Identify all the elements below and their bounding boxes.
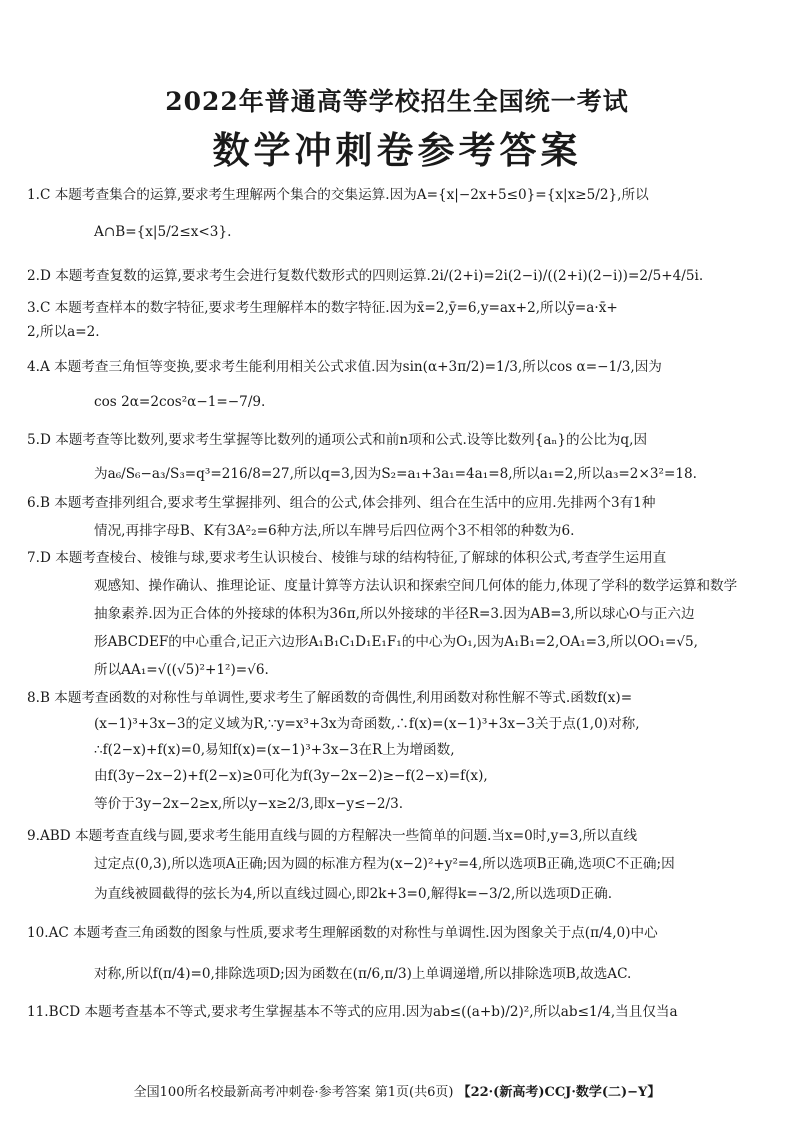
answer-line: 9.ABD 本题考查直线与圆,要求考生能用直线与圆的方程解决一些简单的问题.当x=0时,y=3,所以直线	[27, 828, 638, 844]
answer-line: 由f(3y−2x−2)+f(2−x)≥0可化为f(3y−2x−2)≥−f(2−x)=f(x),	[94, 768, 488, 784]
footer-source: 全国100所名校最新高考冲刺卷·参考答案 第1页(共6页)	[133, 1085, 454, 1100]
answer-line: 对称,所以f(π/4)=0,排除选项D;因为函数在(π/6,π/3)上单调递增,所以排除选项B,故选AC.	[94, 966, 632, 982]
answer-line: 4.A 本题考查三角恒等变换,要求考生能利用相关公式求值.因为sin(α+3π/2)=1/3,所以cos α=−1/3,因为	[27, 359, 662, 375]
answer-line: 为直线被圆截得的弦长为4,所以直线过圆心,即2k+3=0,解得k=−3/2,所以选项D正确.	[94, 886, 613, 902]
answer-line: 所以AA₁=√((√5)²+1²)=√6.	[94, 662, 269, 678]
footer-code: 【22·(新高考)CCJ·数学(二)−Y】	[457, 1085, 661, 1100]
answer-line: ∴f(2−x)+f(x)=0,易知f(x)=(x−1)³+3x−3在R上为增函数,	[94, 742, 455, 758]
answer-line: 2,所以a=2.	[27, 324, 100, 340]
answer-key-title: 数学冲刺卷参考答案	[212, 128, 582, 172]
answer-line: A∩B={x|5/2≤x<3}.	[94, 224, 232, 240]
answer-line: 8.B 本题考查函数的对称性与单调性,要求考生了解函数的奇偶性,利用函数对称性解不等式.函数f(x)=	[27, 690, 633, 706]
answer-line: 情况,再排字母B、K有3A²₂=6种方法,所以车牌号后四位两个3不相邻的种数为6.	[94, 523, 575, 539]
answer-line: 为a₆/S₆−a₃/S₃=q³=216/8=27,所以q=3,因为S₂=a₁+3a₁=4a₁=8,所以a₁=2,所以a₃=2×3²=18.	[94, 466, 697, 482]
answer-line: 7.D 本题考查棱台、棱锥与球,要求考生认识棱台、棱锥与球的结构特征,了解球的体积公式,考查学生运用直	[27, 550, 667, 566]
answer-line: 11.BCD 本题考查基本不等式,要求考生掌握基本不等式的应用.因为ab≤((a+b)/2)²,所以ab≤1/4,当且仅当a	[27, 1004, 678, 1020]
answer-line: 1.C 本题考查集合的运算,要求考生理解两个集合的交集运算.因为A={x|−2x+5≤0}={x|x≥5/2},所以	[27, 187, 649, 203]
answer-line: 等价于3y−2x−2≥x,所以y−x≥2/3,即x−y≤−2/3.	[94, 796, 404, 812]
answer-line: 形ABCDEF的中心重合,记正六边形A₁B₁C₁D₁E₁F₁的中心为O₁,因为A₁B₁=2,OA₁=3,所以OO₁=√5,	[94, 634, 698, 650]
answer-line: 抽象素养.因为正合体的外接球的体积为36π,所以外接球的半径R=3.因为AB=3,所以球心O与正六边	[94, 606, 695, 622]
answer-line: (x−1)³+3x−3的定义域为R,∵y=x³+3x为奇函数,∴f(x)=(x−1)³+3x−3关于点(1,0)对称,	[94, 716, 640, 732]
answer-line: 5.D 本题考查等比数列,要求考生掌握等比数列的通项公式和前n项和公式.设等比数列{aₙ}的公比为q,因	[27, 432, 648, 448]
answer-line: 3.C 本题考查样本的数字特征,要求考生理解样本的数字特征.因为x̄=2,ȳ=6,y=ax+2,所以ȳ=a·x̄+	[27, 300, 618, 316]
answer-line: 过定点(0,3),所以选项A正确;因为圆的标准方程为(x−2)²+y²=4,所以选项B正确,选项C不正确;因	[94, 856, 675, 872]
answer-line: 6.B 本题考查排列组合,要求考生掌握排列、组合的公式,体会排列、组合在生活中的应用.先排两个3有1种	[27, 495, 656, 511]
answer-line: 观感知、操作确认、推理论证、度量计算等方法认识和探索空间几何体的能力,体现了学科的数学运算和数学	[94, 578, 738, 594]
answer-line: cos 2α=2cos²α−1=−7/9.	[94, 394, 266, 410]
answer-line: 2.D 本题考查复数的运算,要求考生会进行复数代数形式的四则运算.2i/(2+i)=2i(2−i)/((2+i)(2−i))=2/5+4/5i.	[27, 268, 704, 284]
page-footer	[0, 1081, 794, 1100]
answer-line: 10.AC 本题考查三角函数的图象与性质,要求考生理解函数的对称性与单调性.因为图象关于点(π/4,0)中心	[27, 925, 658, 941]
exam-title: 2022年普通高等学校招生全国统一考试	[165, 87, 629, 116]
